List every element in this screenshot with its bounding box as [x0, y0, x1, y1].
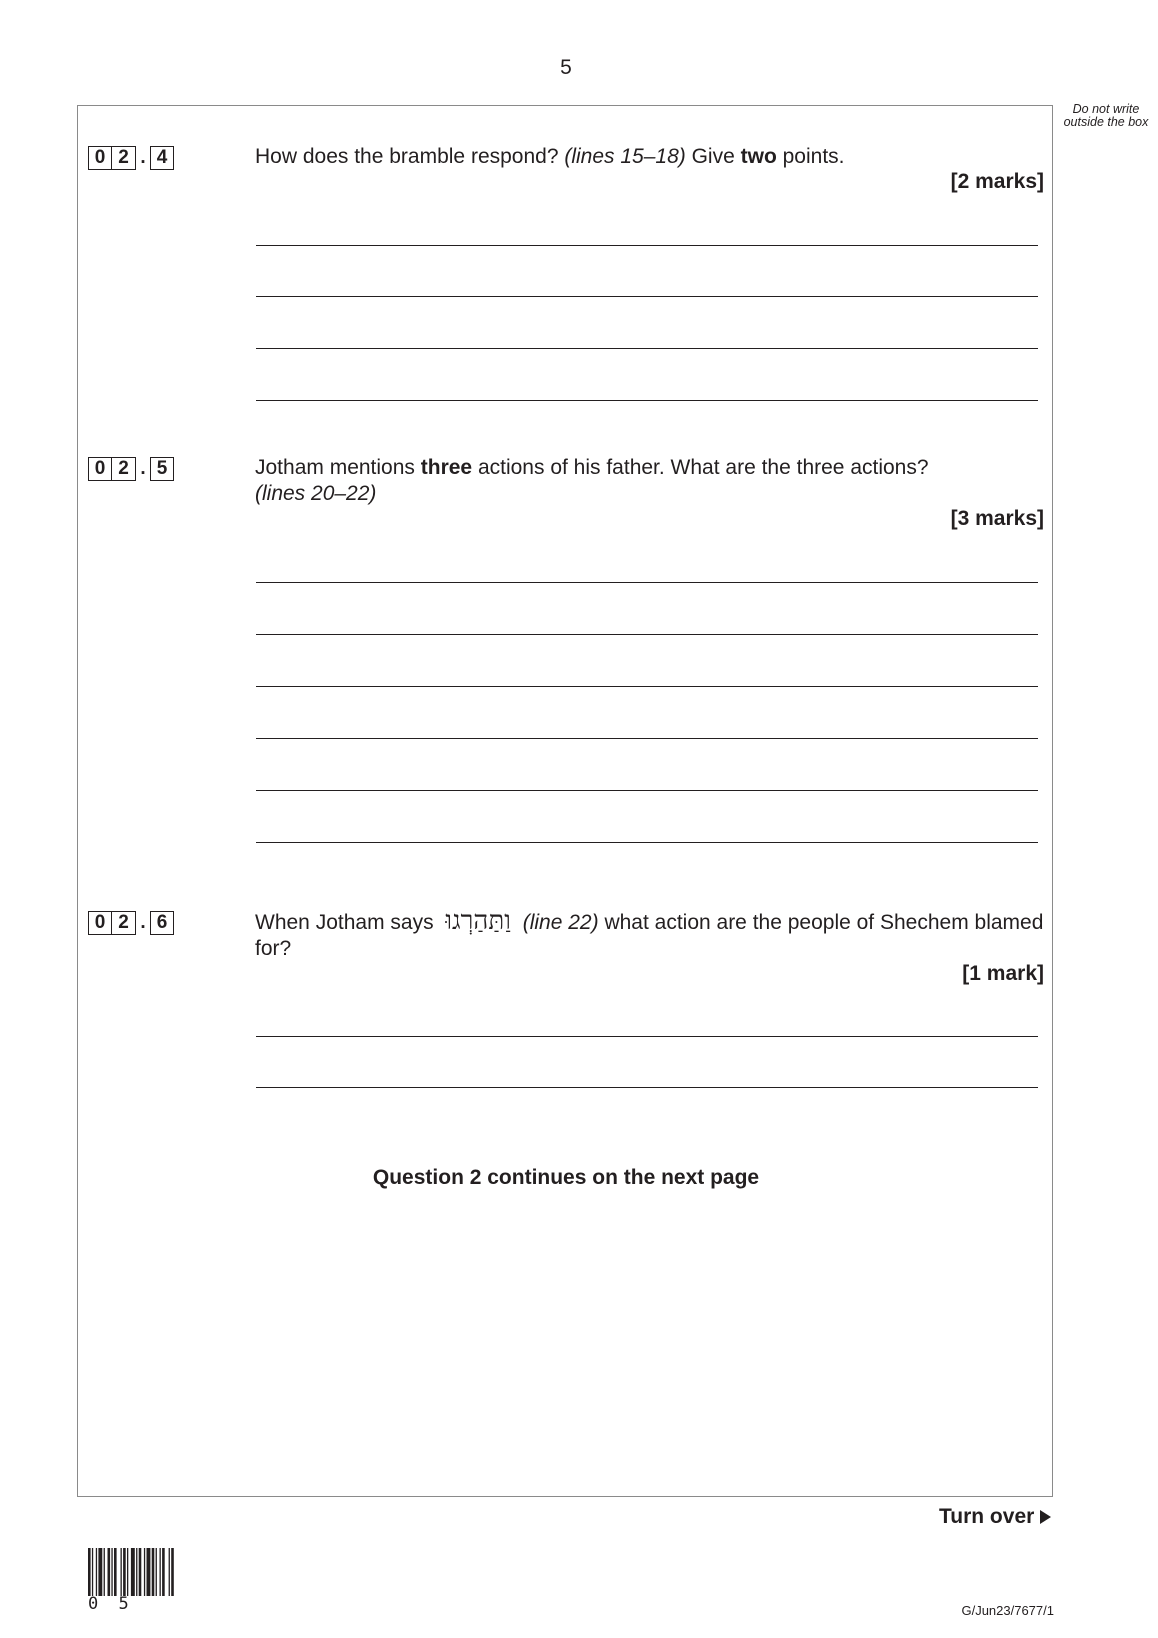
- line-reference: (line 22): [522, 911, 599, 934]
- answer-line[interactable]: [256, 790, 1038, 791]
- digit-box: 0: [88, 457, 112, 481]
- margin-note: Do not write outside the box: [1063, 102, 1149, 129]
- answer-line[interactable]: [256, 634, 1038, 635]
- question-text: How does the bramble respond?: [255, 145, 565, 168]
- barcode-bar: [147, 1548, 151, 1596]
- answer-line[interactable]: [256, 686, 1038, 687]
- emphasis: three: [420, 456, 473, 479]
- answer-line[interactable]: [256, 582, 1038, 583]
- barcode-bar: [139, 1548, 142, 1596]
- question-text: When Jotham says: [255, 911, 440, 934]
- question-text: actions of his father. What are the three actions?: [472, 456, 929, 479]
- barcode-bar: [111, 1548, 112, 1596]
- barcode-bar: [144, 1548, 145, 1596]
- digit-box: 0: [88, 146, 112, 170]
- digit-separator: .: [140, 911, 146, 933]
- barcode-bar: [156, 1548, 157, 1596]
- marks-label-02-5: [3 marks]: [950, 507, 1044, 530]
- answer-line[interactable]: [256, 245, 1038, 246]
- continues-note: Question 2 continues on the next page: [372, 1166, 760, 1189]
- barcode-bar: [123, 1548, 126, 1596]
- digit-box: 2: [112, 146, 136, 170]
- barcode-bar: [88, 1548, 91, 1596]
- question-text-02-4: [255, 144, 1045, 170]
- barcode-bar: [152, 1548, 155, 1596]
- answer-line[interactable]: [256, 348, 1038, 349]
- hebrew-word: וַתַּהַרְגוּ: [445, 906, 511, 936]
- barcode-bar: [98, 1548, 102, 1596]
- line-reference: (lines 20–22): [255, 482, 377, 505]
- question-text: what action are the people of Shechem blamed for?: [255, 911, 1044, 960]
- digit-box: 6: [150, 911, 174, 935]
- barcode-bar: [114, 1548, 117, 1596]
- barcode-bar: [121, 1548, 122, 1596]
- barcode-bar: [127, 1548, 128, 1596]
- barcode-bar: [131, 1548, 135, 1596]
- barcode-bar: [108, 1548, 111, 1596]
- answer-line[interactable]: [256, 296, 1038, 297]
- question-number-02-6: [88, 910, 174, 935]
- digit-box: 2: [112, 457, 136, 481]
- line-reference: (lines 15–18): [564, 145, 686, 168]
- emphasis: two: [740, 145, 777, 168]
- barcode-bar: [92, 1548, 93, 1596]
- barcode-number: 0 5: [88, 1594, 134, 1614]
- answer-line[interactable]: [256, 842, 1038, 843]
- question-number-02-5: [88, 456, 174, 481]
- barcode-bar: [162, 1548, 165, 1596]
- digit-box: 4: [150, 146, 174, 170]
- turn-over-label: Turn over: [939, 1505, 1035, 1528]
- answer-line[interactable]: [256, 738, 1038, 739]
- question-text: points.: [776, 145, 845, 168]
- barcode-bar: [104, 1548, 105, 1596]
- turn-over: [939, 1505, 1051, 1529]
- digit-box: 2: [112, 911, 136, 935]
- answer-line[interactable]: [256, 1087, 1038, 1088]
- question-text-02-6: [255, 908, 1045, 962]
- barcode-bar: [136, 1548, 137, 1596]
- barcode-bar: [169, 1548, 170, 1596]
- digit-separator: .: [140, 457, 146, 479]
- page-number: 5: [560, 56, 572, 79]
- marks-label-02-6: [1 mark]: [962, 962, 1044, 985]
- digit-box: 5: [150, 457, 174, 481]
- answer-line[interactable]: [256, 1036, 1038, 1037]
- digit-separator: .: [140, 146, 146, 168]
- marks-label-02-4: [2 marks]: [950, 170, 1044, 193]
- arrow-right-icon: [1040, 1510, 1051, 1524]
- barcode-bar: [160, 1548, 161, 1596]
- barcode-bar: [96, 1548, 97, 1596]
- question-text-02-5: [255, 455, 1045, 507]
- barcode: [88, 1548, 194, 1596]
- barcode-bar: [171, 1548, 174, 1596]
- question-text: Jotham mentions: [255, 456, 421, 479]
- question-text: Give: [685, 145, 741, 168]
- question-number-02-4: [88, 145, 174, 170]
- answer-line[interactable]: [256, 400, 1038, 401]
- answer-box-frame: [77, 105, 1053, 1497]
- paper-reference: G/Jun23/7677/1: [961, 1603, 1054, 1618]
- digit-box: 0: [88, 911, 112, 935]
